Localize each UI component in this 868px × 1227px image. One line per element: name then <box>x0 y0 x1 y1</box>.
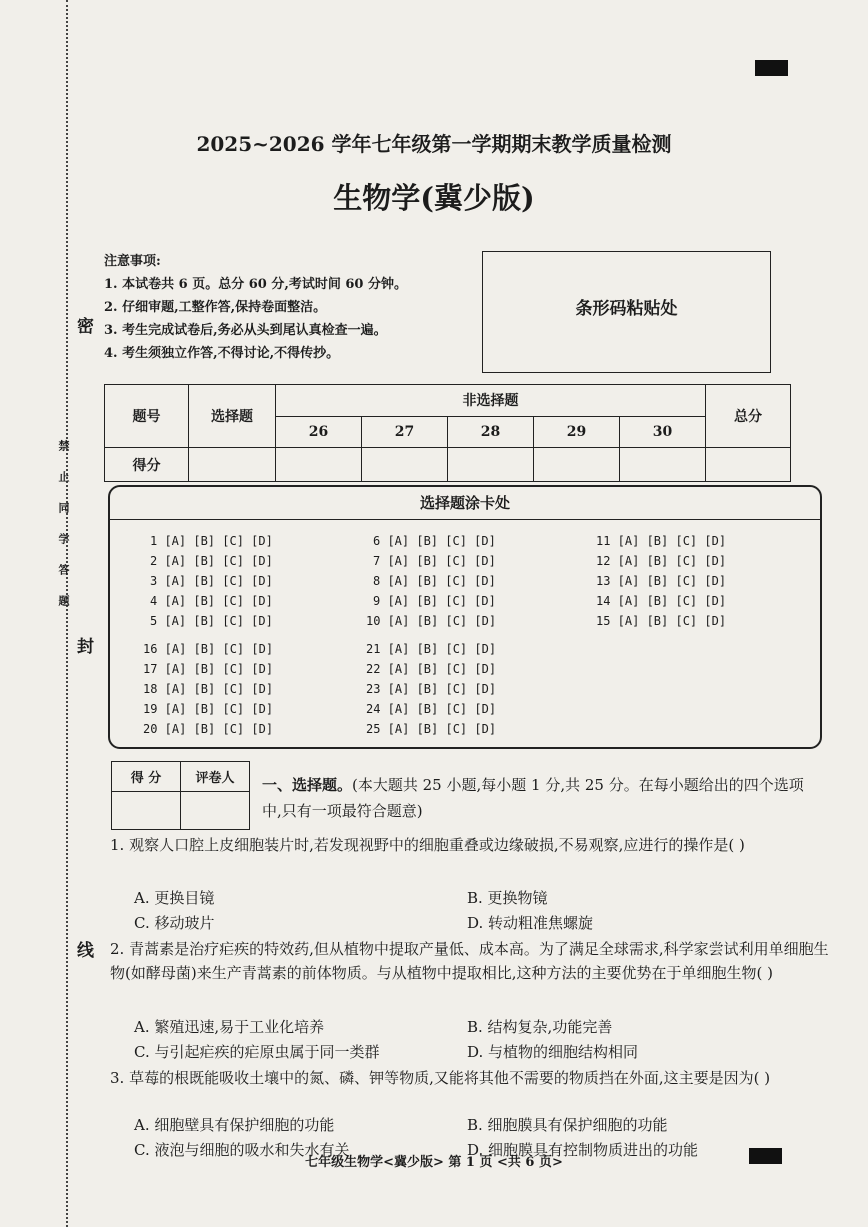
question-option[interactable]: B. 结构复杂,功能完善 <box>467 1018 613 1036</box>
score-header-total: 总分 <box>706 385 791 448</box>
score-header-num: 26 <box>276 416 362 448</box>
notes-section <box>104 250 407 365</box>
score-header-num: 28 <box>448 416 534 448</box>
score-cell[interactable] <box>706 448 791 482</box>
binding-label-mi: 密 <box>77 317 94 337</box>
answer-row[interactable]: 12 [A] [B] [C] [D] <box>596 554 727 568</box>
question-option[interactable]: A. 繁殖迅速,易于工业化培养 <box>134 1018 325 1036</box>
question-option[interactable]: D. 细胞膜具有控制物质进出的功能 <box>467 1141 699 1159</box>
answer-row[interactable]: 9 [A] [B] [C] [D] <box>373 594 496 608</box>
binding-warning-text: 禁止同学答题 <box>57 440 70 626</box>
section-desc: (本大题共 25 小题,每小题 1 分,共 25 分。在每小题给出的四个选项中,只有一项最符合题意) <box>262 776 804 820</box>
answer-row[interactable]: 7 [A] [B] [C] [D] <box>373 554 496 568</box>
score-cell[interactable] <box>276 448 362 482</box>
question-option[interactable]: C. 液泡与细胞的吸水和失水有关 <box>134 1141 350 1159</box>
score-header-num: 30 <box>620 416 706 448</box>
notes-item: 4. 考生须独立作答,不得讨论,不得传抄。 <box>104 346 340 361</box>
binding-label-feng: 封 <box>77 637 94 657</box>
score-header-num: 27 <box>362 416 448 448</box>
score-cell[interactable] <box>189 448 276 482</box>
exam-title: 2025~2026 学年七年级第一学期期末教学质量检测 <box>196 132 672 156</box>
grader-score-cell[interactable] <box>112 792 181 830</box>
score-header-question: 题号 <box>105 385 189 448</box>
answer-row[interactable]: 6 [A] [B] [C] [D] <box>373 534 496 548</box>
answer-row[interactable]: 10 [A] [B] [C] [D] <box>366 614 497 628</box>
answer-row[interactable]: 18 [A] [B] [C] [D] <box>143 682 274 696</box>
notes-item: 3. 考生完成试卷后,务必从头到尾认真检查一遍。 <box>104 323 387 338</box>
question-option[interactable]: D. 转动粗准焦螺旋 <box>467 914 594 932</box>
answer-row[interactable]: 1 [A] [B] [C] [D] <box>150 534 273 548</box>
answer-row[interactable]: 5 [A] [B] [C] [D] <box>150 614 273 628</box>
score-cell[interactable] <box>362 448 448 482</box>
answer-row[interactable]: 3 [A] [B] [C] [D] <box>150 574 273 588</box>
notes-item: 1. 本试卷共 6 页。总分 60 分,考试时间 60 分钟。 <box>104 277 408 292</box>
grader-table <box>111 761 250 830</box>
barcode-label: 条形码粘贴处 <box>575 299 678 319</box>
answer-card <box>108 485 822 749</box>
answer-row[interactable]: 4 [A] [B] [C] [D] <box>150 594 273 608</box>
page-footer: 七年级生物学<冀少版> 第 1 页 <共 6 页> <box>305 1155 563 1170</box>
answer-row[interactable]: 15 [A] [B] [C] [D] <box>596 614 727 628</box>
score-table <box>104 384 791 482</box>
question-stem: 1. 观察人口腔上皮细胞装片时,若发现视野中的细胞重叠或边缘破损,不易观察,应进行的操作是( ) <box>110 836 745 854</box>
answer-row[interactable]: 8 [A] [B] [C] [D] <box>373 574 496 588</box>
score-header-nonchoice: 非选择题 <box>276 385 706 417</box>
answer-row[interactable]: 11 [A] [B] [C] [D] <box>596 534 727 548</box>
answer-row[interactable]: 17 [A] [B] [C] [D] <box>143 662 274 676</box>
answer-row[interactable]: 16 [A] [B] [C] [D] <box>143 642 274 656</box>
score-header-num: 29 <box>534 416 620 448</box>
answer-row[interactable]: 2 [A] [B] [C] [D] <box>150 554 273 568</box>
notes-heading: 注意事项: <box>104 254 161 269</box>
score-row-label: 得分 <box>105 448 189 482</box>
answer-row[interactable]: 20 [A] [B] [C] [D] <box>143 722 274 736</box>
score-header-choice: 选择题 <box>189 385 276 448</box>
answer-row[interactable]: 22 [A] [B] [C] [D] <box>366 662 497 676</box>
score-cell[interactable] <box>620 448 706 482</box>
binding-label-xian: 线 <box>77 941 94 961</box>
grader-name-label: 评卷人 <box>181 762 250 792</box>
question-stem: 3. 草莓的根既能吸收土壤中的氮、磷、钾等物质,又能将其他不需要的物质挡在外面,这主要是因为( ) <box>110 1069 771 1087</box>
question-option[interactable]: A. 细胞壁具有保护细胞的功能 <box>134 1116 335 1134</box>
score-cell[interactable] <box>448 448 534 482</box>
notes-item: 2. 仔细审题,工整作答,保持卷面整洁。 <box>104 300 327 315</box>
answer-row[interactable]: 21 [A] [B] [C] [D] <box>366 642 497 656</box>
subject-title: 生物学(冀少版) <box>333 181 535 215</box>
question-stem: 2. 青蒿素是治疗疟疾的特效药,但从植物中提取产量低、成本高。为了满足全球需求,科学家尝试利用单细胞生物(如酵母菌)来生产青蒿素的前体物质。与从植物中提取相比,这种方法的主要优势在于单细胞生物( ) <box>110 940 829 982</box>
question-option[interactable]: A. 更换目镜 <box>134 889 215 907</box>
grader-name-cell[interactable] <box>181 792 250 830</box>
question-option[interactable]: C. 移动玻片 <box>134 914 215 932</box>
answer-row[interactable]: 23 [A] [B] [C] [D] <box>366 682 497 696</box>
answer-card-title: 选择题涂卡处 <box>110 487 820 520</box>
barcode-box <box>482 251 771 373</box>
question-option[interactable]: B. 细胞膜具有保护细胞的功能 <box>467 1116 668 1134</box>
answer-row[interactable]: 19 [A] [B] [C] [D] <box>143 702 274 716</box>
grader-score-label: 得 分 <box>112 762 181 792</box>
registration-mark-top <box>755 60 788 76</box>
answer-row[interactable]: 25 [A] [B] [C] [D] <box>366 722 497 736</box>
question-option[interactable]: D. 与植物的细胞结构相同 <box>467 1043 639 1061</box>
answer-row[interactable]: 14 [A] [B] [C] [D] <box>596 594 727 608</box>
score-cell[interactable] <box>534 448 620 482</box>
question-option[interactable]: C. 与引起疟疾的疟原虫属于同一类群 <box>134 1043 380 1061</box>
section-heading <box>262 772 822 824</box>
section-title: 一、选择题。 <box>262 776 353 794</box>
question-option[interactable]: B. 更换物镜 <box>467 889 548 907</box>
answer-row[interactable]: 24 [A] [B] [C] [D] <box>366 702 497 716</box>
answer-row[interactable]: 13 [A] [B] [C] [D] <box>596 574 727 588</box>
